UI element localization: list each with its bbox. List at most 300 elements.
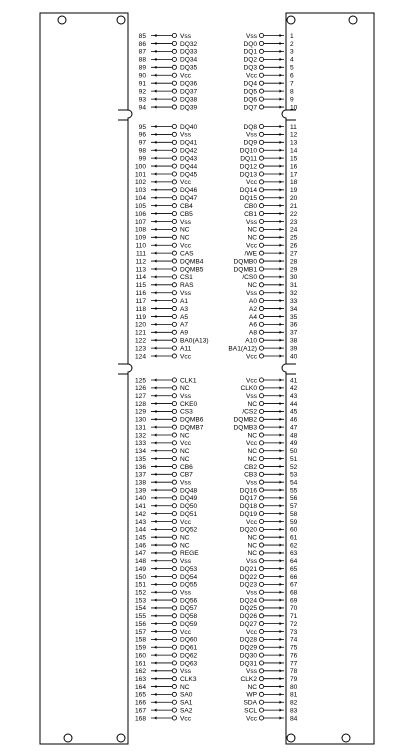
pin-contact: [259, 716, 263, 720]
signal-name: A0: [248, 297, 257, 305]
pin-104: [135, 195, 198, 202]
signal-name: DQ4: [243, 80, 257, 88]
pin-number: 119: [135, 313, 146, 321]
pin-arrow: [280, 74, 283, 77]
pin-arrow: [154, 661, 157, 664]
mounting-hole: [64, 734, 72, 742]
pin-contact: [172, 57, 176, 61]
pin-arrow: [280, 512, 283, 515]
pin-number: 74: [290, 636, 298, 644]
pin-contact: [172, 322, 176, 326]
pin-99: [139, 155, 198, 162]
pin-number: 87: [138, 48, 146, 56]
pin-87: [139, 49, 198, 56]
pin-arrow: [280, 394, 283, 397]
pin-arrow: [154, 259, 157, 262]
pin-129: [135, 409, 193, 416]
pin-number: 150: [134, 573, 146, 581]
signal-name: DQ53: [180, 565, 198, 573]
pin-contact: [172, 148, 176, 152]
pin-148: [135, 558, 192, 565]
pin-arrow: [280, 488, 283, 491]
pin-arrow: [154, 473, 157, 476]
signal-name: NC: [247, 282, 257, 290]
signal-name: NC: [180, 542, 190, 550]
pin-contact: [172, 346, 176, 350]
pin-arrow: [154, 512, 157, 515]
pin-157: [135, 629, 192, 636]
pin-number: 58: [290, 510, 298, 518]
pin-130: [135, 417, 204, 424]
pin-arrow: [154, 496, 157, 499]
signal-name: DQ45: [180, 171, 198, 179]
pin-number: 63: [290, 550, 298, 558]
pin-number: 138: [134, 479, 146, 487]
pin-108: [135, 227, 190, 234]
pin-contact: [172, 559, 176, 563]
signal-name: Vss: [180, 479, 191, 487]
pin-contact: [172, 464, 176, 468]
signal-name: DQMB2: [233, 416, 257, 424]
pin-number: 17: [290, 171, 298, 179]
pin-arrow: [154, 402, 157, 405]
pin-contact: [259, 394, 263, 398]
pin-arrow: [154, 172, 157, 175]
pin-list: [135, 33, 298, 722]
pin-arrow: [280, 402, 283, 405]
pin-128: [135, 401, 198, 408]
pin-arrow: [280, 50, 283, 53]
signal-name: Vss: [180, 558, 191, 566]
signal-name: DQ13: [239, 171, 257, 179]
signal-name: NC: [247, 542, 257, 550]
pin-contact: [259, 172, 263, 176]
pin-number: 134: [134, 448, 146, 456]
pin-contact: [172, 480, 176, 484]
pin-arrow: [154, 291, 157, 294]
pin-28: [234, 258, 298, 265]
pin-number: 90: [138, 72, 146, 80]
pin-number: 105: [134, 202, 146, 210]
pin-contact: [172, 140, 176, 144]
pin-contact: [172, 330, 176, 334]
pin-84: [246, 715, 298, 722]
pin-contact: [259, 386, 263, 390]
signal-name: Vcc: [246, 518, 257, 526]
pin-contact: [259, 283, 263, 287]
pin-number: 144: [134, 526, 146, 534]
pin-arrow: [154, 457, 157, 460]
signal-name: CB1: [244, 210, 257, 218]
pin-arrow: [280, 82, 283, 85]
signal-name: Vcc: [246, 242, 257, 250]
pin-number: 11: [290, 123, 297, 131]
pin-number: 12: [290, 131, 298, 139]
pin-contact: [172, 684, 176, 688]
pin-10: [243, 104, 297, 111]
pin-arrow: [154, 693, 157, 696]
pin-arrow: [154, 449, 157, 452]
pin-37: [249, 330, 298, 337]
pin-number: 60: [290, 526, 298, 534]
pin-arrow: [154, 591, 157, 594]
pin-number: 85: [138, 32, 146, 40]
pin-arrow: [280, 315, 283, 318]
pin-arrow: [154, 141, 157, 144]
pin-65: [240, 566, 298, 573]
pin-arrow: [154, 433, 157, 436]
pin-arrow: [280, 275, 283, 278]
pin-arrow: [154, 315, 157, 318]
pin-number: 155: [134, 613, 146, 621]
pin-number: 84: [290, 715, 298, 723]
pin-36: [249, 322, 298, 329]
signal-name: Vcc: [180, 440, 191, 448]
pin-contact: [172, 394, 176, 398]
pin-arrow: [154, 220, 157, 223]
pin-number: 28: [290, 258, 298, 266]
pin-number: 37: [290, 329, 298, 337]
pin-contact: [172, 33, 176, 37]
pin-number: 107: [134, 218, 146, 226]
pin-93: [139, 96, 198, 103]
pin-21: [244, 203, 297, 210]
pin-arrow: [280, 575, 283, 578]
signal-name: DQ5: [243, 88, 257, 96]
pin-contact: [172, 172, 176, 176]
pin-number: 13: [290, 139, 298, 147]
pin-139: [135, 487, 198, 494]
mounting-hole: [117, 734, 125, 742]
pin-arrow: [154, 426, 157, 429]
signal-name: Vcc: [180, 72, 191, 80]
pin-118: [135, 306, 188, 313]
pin-64: [246, 558, 298, 565]
signal-name: DQ57: [180, 605, 198, 613]
signal-name: NC: [247, 226, 257, 234]
pin-85: [139, 33, 192, 40]
pin-11: [243, 124, 297, 131]
pin-contact: [172, 449, 176, 453]
pin-arrow: [280, 701, 283, 704]
pin-number: 34: [290, 305, 298, 313]
pin-number: 2: [290, 40, 294, 48]
pin-arrow: [280, 591, 283, 594]
pin-arrow: [280, 677, 283, 680]
pin-141: [135, 503, 198, 510]
pin-arrow: [154, 323, 157, 326]
pin-arrow: [154, 630, 157, 633]
pin-contact: [259, 81, 263, 85]
pin-contact: [172, 441, 176, 445]
pin-1: [246, 33, 294, 40]
pin-arrow: [280, 638, 283, 641]
pin-arrow: [280, 543, 283, 546]
pin-contact: [259, 180, 263, 184]
pin-number: 8: [290, 88, 294, 96]
pin-number: 151: [134, 581, 146, 589]
pin-arrow: [280, 244, 283, 247]
pin-contact: [172, 338, 176, 342]
pin-167: [135, 707, 193, 714]
pin-contact: [259, 598, 263, 602]
pin-arrow: [154, 520, 157, 523]
pin-contact: [172, 89, 176, 93]
pin-83: [244, 707, 297, 714]
signal-name: DQ52: [180, 526, 198, 534]
pin-contact: [172, 590, 176, 594]
pin-147: [135, 550, 199, 557]
signal-name: Vss: [246, 668, 257, 676]
pin-arrow: [280, 204, 283, 207]
pin-contact: [259, 472, 263, 476]
pin-67: [240, 582, 298, 589]
signal-name: NC: [180, 683, 190, 691]
pin-contact: [172, 156, 176, 160]
pin-110: [135, 243, 191, 250]
pin-123: [135, 345, 192, 352]
pin-contact: [259, 700, 263, 704]
pin-102: [135, 179, 192, 186]
signal-name: SCL: [244, 707, 257, 715]
pin-contact: [259, 33, 263, 37]
pin-number: 70: [290, 605, 298, 613]
pin-124: [135, 353, 192, 360]
pin-arrow: [280, 716, 283, 719]
pin-arrow: [280, 125, 283, 128]
pin-27: [245, 250, 298, 257]
pin-contact: [172, 527, 176, 531]
pin-contact: [172, 132, 176, 136]
pin-122: [135, 338, 209, 345]
pin-arrow: [154, 488, 157, 491]
pin-number: 1: [290, 32, 294, 40]
signal-name: BA1(A12): [228, 345, 257, 353]
pin-number: 131: [134, 424, 146, 432]
pin-number: 111: [135, 250, 146, 258]
pin-number: 67: [290, 581, 298, 589]
pin-arrow: [154, 90, 157, 93]
pin-contact: [172, 716, 176, 720]
signal-name: CLK2: [240, 675, 257, 683]
pin-arrow: [154, 638, 157, 641]
pin-arrow: [154, 50, 157, 53]
signal-name: Vcc: [180, 179, 191, 187]
pin-166: [135, 700, 193, 707]
signal-name: DQ25: [239, 605, 257, 613]
signal-name: Vss: [246, 290, 257, 298]
pin-arrow: [154, 559, 157, 562]
pin-arrow: [280, 386, 283, 389]
pin-81: [246, 692, 297, 699]
pin-159: [135, 645, 198, 652]
signal-name: DQ37: [180, 88, 198, 96]
pin-number: 31: [290, 282, 298, 290]
pin-contact: [172, 251, 176, 255]
pin-100: [135, 163, 198, 170]
pin-arrow: [280, 228, 283, 231]
pin-94: [139, 104, 198, 111]
pin-number: 114: [135, 274, 146, 282]
signal-name: NC: [180, 448, 190, 456]
mounting-hole: [342, 734, 350, 742]
pin-contact: [172, 235, 176, 239]
pin-number: 108: [134, 226, 146, 234]
signal-name: DQ56: [180, 597, 198, 605]
signal-name: Vcc: [180, 628, 191, 636]
signal-name: DQ12: [239, 163, 257, 171]
pin-69: [240, 597, 298, 604]
signal-name: DQ17: [239, 495, 257, 503]
pin-61: [247, 535, 297, 542]
pin-number: 6: [290, 72, 294, 80]
pin-19: [240, 187, 298, 194]
signal-name: DQ60: [180, 636, 198, 644]
pin-arrow: [280, 661, 283, 664]
pin-number: 32: [290, 290, 298, 298]
pin-contact: [259, 267, 263, 271]
pin-number: 43: [290, 393, 298, 401]
pin-132: [135, 432, 190, 439]
pin-number: 124: [134, 353, 146, 361]
pin-number: 127: [134, 393, 146, 401]
pin-contact: [259, 401, 263, 405]
pin-146: [135, 542, 190, 549]
pin-arrow: [280, 267, 283, 270]
pin-contact: [259, 124, 263, 128]
pin-contact: [259, 637, 263, 641]
pin-arrow: [154, 299, 157, 302]
pin-76: [240, 652, 298, 659]
pin-160: [135, 652, 198, 659]
signal-name: NC: [247, 550, 257, 558]
signal-name: DQ24: [239, 597, 257, 605]
pin-number: 104: [134, 195, 146, 203]
pin-arrow: [154, 133, 157, 136]
pin-contact: [172, 504, 176, 508]
pin-number: 146: [134, 542, 146, 550]
signal-name: DQ59: [180, 620, 198, 628]
left-module-outline: [40, 13, 132, 744]
pin-35: [249, 314, 298, 321]
pin-contact: [172, 196, 176, 200]
pin-105: [135, 203, 193, 210]
pin-50: [247, 448, 297, 455]
signal-name: DQ16: [239, 487, 257, 495]
pin-number: 55: [290, 487, 298, 495]
pin-contact: [259, 590, 263, 594]
pin-contact: [259, 211, 263, 215]
pin-contact: [259, 567, 263, 571]
pin-number: 153: [134, 597, 146, 605]
pin-contact: [172, 574, 176, 578]
signal-name: DQ44: [180, 163, 198, 171]
pin-164: [135, 684, 190, 691]
pin-number: 26: [290, 242, 298, 250]
signal-name: DQ11: [240, 155, 257, 163]
signal-name: DQMB7: [180, 424, 204, 432]
pin-156: [135, 621, 198, 628]
pin-number: 129: [134, 408, 146, 416]
pin-number: 33: [290, 297, 298, 305]
pin-arrow: [280, 299, 283, 302]
pin-number: 27: [290, 250, 298, 258]
pin-arrow: [280, 105, 283, 108]
pin-contact: [172, 291, 176, 295]
pin-contact: [259, 132, 263, 136]
pin-arrow: [280, 426, 283, 429]
pin-number: 132: [134, 432, 146, 440]
pin-arrow: [280, 583, 283, 586]
pin-contact: [172, 259, 176, 263]
signal-name: SA2: [180, 707, 193, 715]
pin-number: 143: [134, 518, 146, 526]
pin-98: [139, 148, 198, 155]
pin-70: [240, 605, 298, 612]
pin-number: 19: [290, 187, 298, 195]
signal-name: Vcc: [246, 440, 257, 448]
pin-number: 7: [290, 80, 294, 88]
pin-arrow: [280, 172, 283, 175]
signal-name: Vss: [180, 290, 191, 298]
pin-number: 100: [134, 163, 146, 171]
signal-name: A9: [180, 329, 189, 337]
pin-number: 20: [290, 195, 298, 203]
signal-name: CB4: [180, 202, 193, 210]
signal-name: A2: [248, 305, 257, 313]
pin-contact: [172, 598, 176, 602]
pin-arrow: [154, 74, 157, 77]
pin-number: 81: [290, 691, 298, 699]
signal-name: DQ58: [180, 613, 198, 621]
pin-117: [135, 298, 188, 305]
pin-127: [135, 393, 192, 400]
signal-name: Vcc: [180, 518, 191, 526]
pin-number: 106: [134, 210, 146, 218]
pin-arrow: [154, 212, 157, 215]
pin-arrow: [154, 551, 157, 554]
pin-contact: [172, 401, 176, 405]
pin-53: [244, 472, 297, 479]
pin-contact: [259, 417, 263, 421]
pin-contact: [259, 73, 263, 77]
signal-name: Vss: [246, 479, 257, 487]
signal-name: /CS0: [242, 274, 257, 282]
pin-arrow: [154, 347, 157, 350]
pin-112: [135, 258, 203, 265]
pin-contact: [172, 519, 176, 523]
pin-arrow: [154, 598, 157, 601]
pin-arrow: [154, 204, 157, 207]
pin-arrow: [280, 693, 283, 696]
pin-number: 91: [138, 80, 146, 88]
pin-arrow: [154, 410, 157, 413]
pin-number: 156: [134, 620, 146, 628]
pin-138: [135, 479, 192, 486]
pin-number: 51: [290, 455, 298, 463]
pin-number: 136: [134, 463, 146, 471]
pin-arrow: [154, 378, 157, 381]
pin-number: 40: [290, 353, 298, 361]
pin-contact: [259, 322, 263, 326]
signal-name: A6: [248, 321, 257, 329]
signal-name: CS3: [180, 408, 193, 416]
pin-number: 14: [290, 147, 298, 155]
pin-79: [241, 676, 298, 683]
pin-contact: [172, 535, 176, 539]
pin-number: 16: [290, 163, 298, 171]
signal-name: NC: [247, 234, 257, 242]
